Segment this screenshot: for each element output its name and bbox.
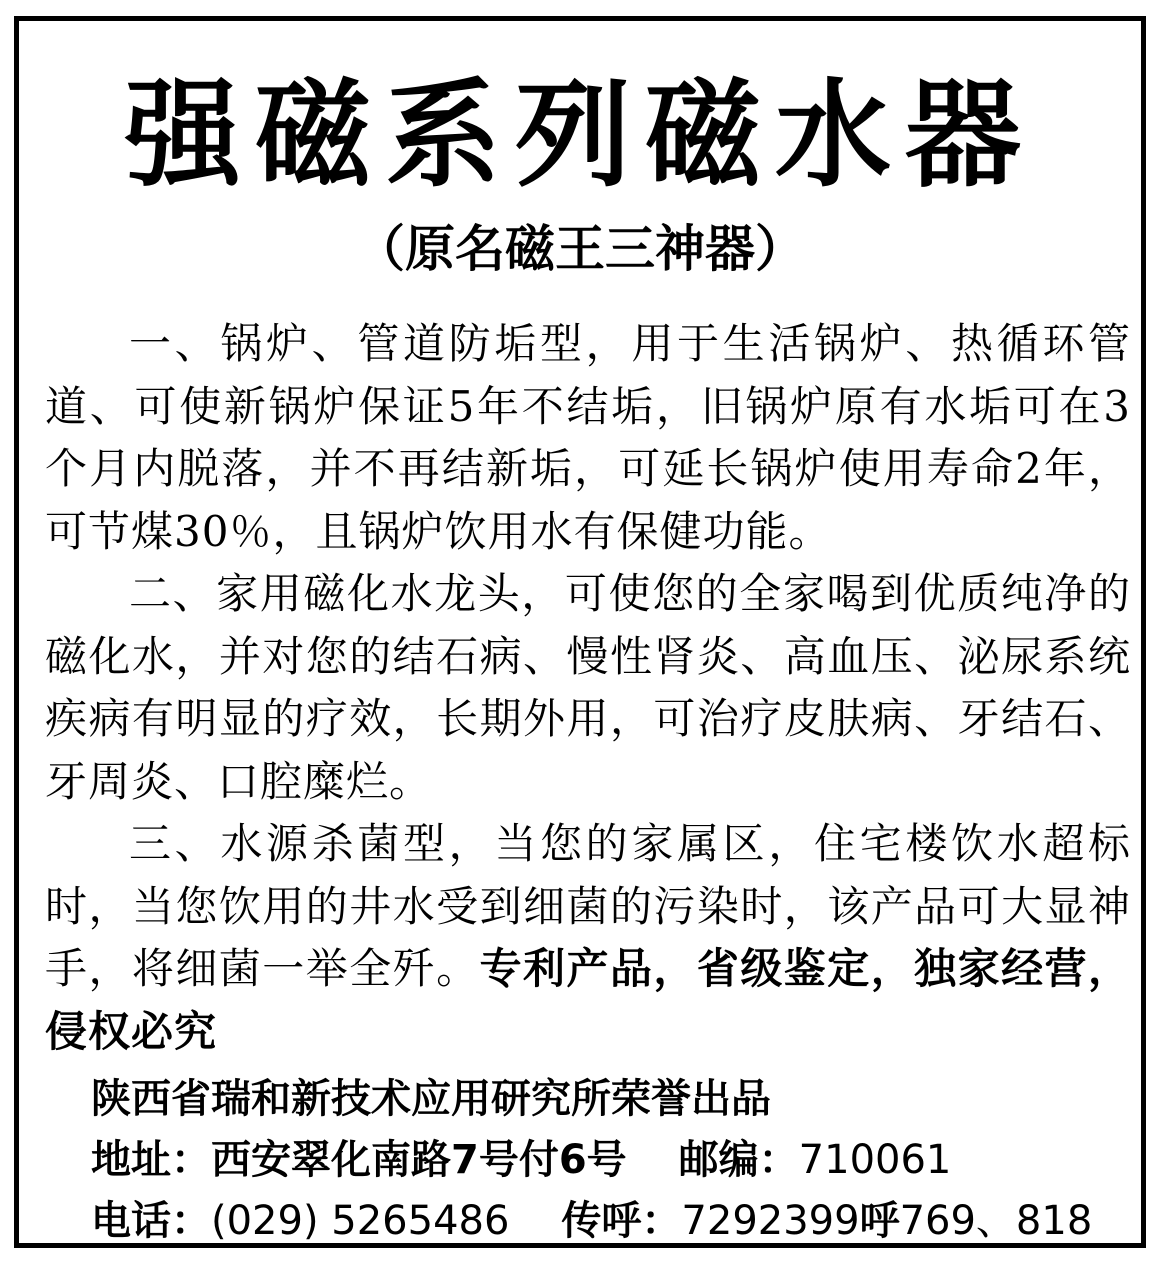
phone-value: (029) 5265486 — [211, 1198, 510, 1244]
ad-title: 强磁系列磁水器 — [125, 68, 1035, 203]
paragraph-boiler-type: 一、锅炉、管道防垢型，用于生活锅炉、热循环管道、可使新锅炉保证5年不结垢，旧锅炉原有水垢可在3个月内脱落，并不再结新垢，可延长锅炉使用寿命2年，可节煤30％，且锅炉饮用水有保健功能。 — [45, 319, 1131, 556]
phone-row — [91, 1191, 1131, 1248]
phone-label: 电话： — [91, 1198, 211, 1244]
paragraph-household-faucet: 二、家用磁化水龙头，可使您的全家喝到优质纯净的磁化水，并对您的结石病、慢性肾炎、高血压、泌尿系统疾病有明显的疗效，长期外用，可治疗皮肤病、牙结石、牙周炎、口腔糜烂。 — [45, 569, 1131, 806]
sterilization-text: 三、水源杀菌型，当您的家属区，住宅楼饮水超标时，当您饮用的井水受到细菌的污染时，该产品可大显神手，将细菌一举全歼。 — [45, 819, 1131, 993]
pager-extensions: 769、818 — [899, 1198, 1093, 1244]
address-value: 西安翠化南路7号付6号 — [211, 1137, 627, 1183]
pager-number: 7292399 — [681, 1198, 860, 1244]
ad-subtitle: （原名磁王三神器） — [355, 220, 805, 278]
postcode-label: 邮编： — [678, 1137, 799, 1183]
pager-label: 传呼： — [561, 1198, 682, 1244]
contact-footer — [91, 1069, 1131, 1248]
address-label: 地址： — [91, 1137, 211, 1183]
ad-body — [45, 313, 1131, 1063]
postcode-value: 710061 — [798, 1137, 952, 1183]
paragraph-water-sterilization — [45, 813, 1131, 1063]
advertisement-frame — [14, 16, 1146, 1248]
pager-call-label: 呼 — [859, 1198, 900, 1244]
manufacturer-name: 陕西省瑞和新技术应用研究所荣誉出品 — [91, 1076, 771, 1122]
address-row — [91, 1130, 1131, 1191]
patent-statement: 专利产品，省级鉴定，独家经营，侵权必究 — [45, 944, 1131, 1056]
